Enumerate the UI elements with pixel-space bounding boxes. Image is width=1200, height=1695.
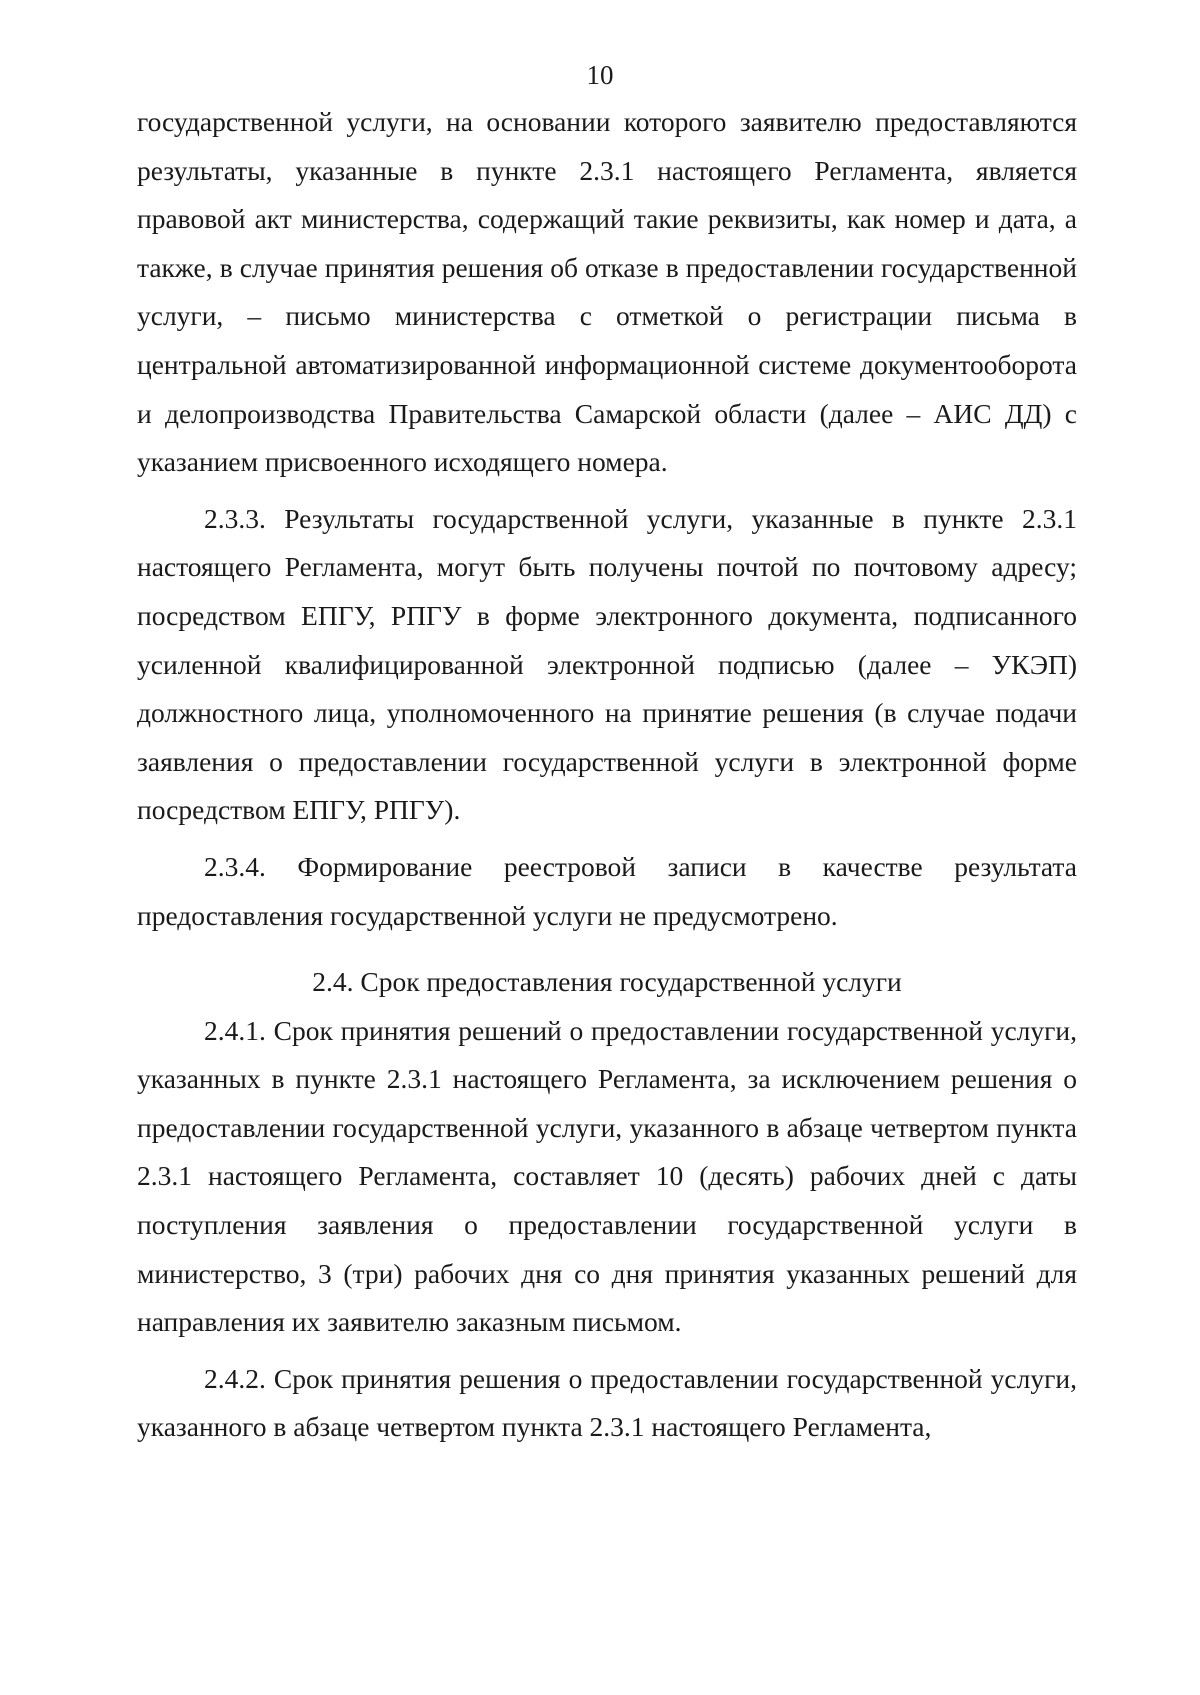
paragraph-2-3-3: 2.3.3. Результаты государственной услуги, указанные в пункте 2.3.1 настоящего Регламента, могут быть получены почтой по почтовому адресу; посредством ЕПГУ, РПГУ в форме электронного документа, подписанного усиленной квалифицированной электронной подписью (далее – УКЭП) должностного лица, уполномоченного на принятие решения (в случае подачи заявления о предоставлении государственной услуги в электронной форме посредством ЕПГУ, РПГУ). [137, 502, 1077, 826]
paragraph-continuation: государственной услуги, на основании которого заявителю предоставляются результаты, указанные в пункте 2.3.1 настоящего Регламента, является правовой акт министерства, содержащий такие реквизиты, как номер и дата, а также, в случае принятия решения об отказе в предоставлении государственной услуги, – письмо министерства с отметкой о регистрации письма в центральной автоматизированной информационной системе документооборота и делопроизводства Правительства Самарской области (далее – АИС ДД) с указанием присвоенного исходящего номера. [137, 106, 1077, 478]
document-body [137, 98, 1077, 1452]
page-number: 10 [586, 60, 614, 90]
section-heading-2-4: 2.4. Срок предоставления государственной услуги [312, 966, 902, 998]
paragraph-2-4-2: 2.4.2. Срок принятия решения о предоставлении государственной услуги, указанного в абзаце четвертом пункта 2.3.1 настоящего Регламента, [137, 1362, 1077, 1443]
paragraph-2-4-1: 2.4.1. Срок принятия решений о предоставлении государственной услуги, указанных в пункте 2.3.1 настоящего Регламента, за исключением решения о предоставлении государственной услуги, указанного в абзаце четвертом пункта 2.3.1 настоящего Регламента, составляет 10 (десять) рабочих дней с даты поступления заявления о предоставлении государственной услуги в министерство, 3 (три) рабочих дня со дня принятия указанных решений для направления их заявителю заказным письмом. [137, 1014, 1077, 1338]
paragraph-2-3-4: 2.3.4. Формирование реестровой записи в качестве результата предоставления государственной услуги не предусмотрено. [137, 850, 1077, 931]
